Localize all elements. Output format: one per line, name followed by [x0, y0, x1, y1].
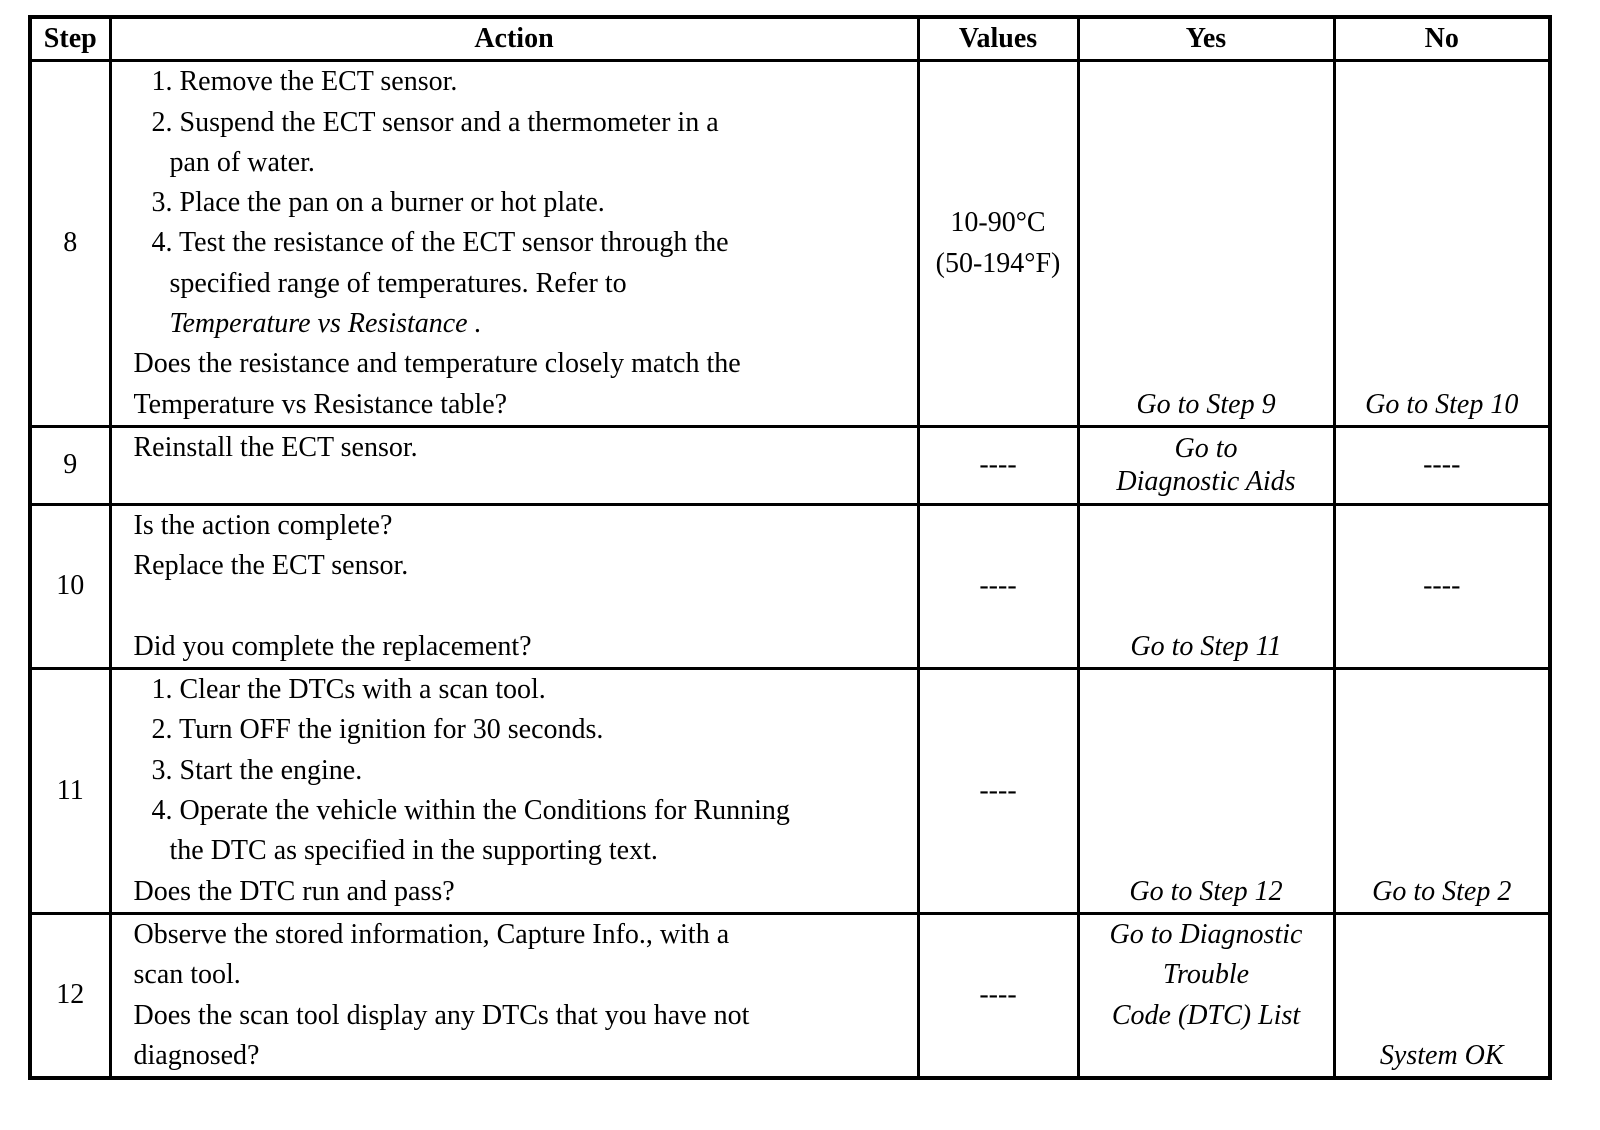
- value-line: ----: [979, 449, 1017, 481]
- step-number: 9: [30, 426, 110, 504]
- values-cell: [918, 913, 1078, 1078]
- action-line: Is the action complete?: [133, 509, 393, 541]
- yes-line: Code (DTC) List: [1111, 999, 1301, 1031]
- values-cell: [918, 504, 1078, 668]
- action-cell: [110, 504, 918, 668]
- yes-cell: Go to Step 12: [1078, 669, 1334, 914]
- action-line: 2. Suspend the ECT sensor and a thermometer in a: [151, 106, 719, 138]
- action-line: the DTC as specified in the supporting text.: [169, 835, 658, 867]
- yes-cell: [1078, 913, 1334, 1078]
- no-cell: ----: [1334, 504, 1550, 668]
- step-number: 11: [30, 669, 110, 914]
- header-yes: Yes: [1078, 17, 1334, 61]
- action-line: scan tool.: [133, 959, 241, 991]
- action-question: diagnosed?: [133, 1039, 260, 1071]
- action-line: Replace the ECT sensor.: [133, 550, 409, 582]
- table-row: [30, 669, 1550, 914]
- values-cell: [918, 669, 1078, 914]
- no-cell: ----: [1334, 426, 1550, 504]
- table-row: [30, 504, 1550, 668]
- action-line: Reinstall the ECT sensor.: [133, 431, 418, 463]
- header-row: [30, 17, 1550, 61]
- action-cell: [110, 426, 918, 504]
- action-cell: [110, 913, 918, 1078]
- action-line: 1. Clear the DTCs with a scan tool.: [151, 674, 546, 706]
- value-line: ----: [979, 570, 1017, 602]
- header-step: Step: [30, 17, 110, 61]
- header-no: No: [1334, 17, 1550, 61]
- yes-line: Go to: [1174, 433, 1238, 465]
- values-cell: [918, 426, 1078, 504]
- header-values: Values: [918, 17, 1078, 61]
- action-line: 4. Test the resistance of the ECT sensor through the: [151, 227, 729, 259]
- header-action: Action: [110, 17, 918, 61]
- table-row: [30, 913, 1550, 1078]
- action-line: 2. Turn OFF the ignition for 30 seconds.: [151, 714, 604, 746]
- yes-cell: Go to Step 9: [1078, 61, 1334, 427]
- step-number: 8: [30, 61, 110, 427]
- yes-cell: [1078, 426, 1334, 504]
- value-line: ----: [979, 979, 1017, 1011]
- action-line: pan of water.: [169, 146, 315, 178]
- yes-line: Go to Diagnostic: [1109, 918, 1303, 950]
- action-question: Does the scan tool display any DTCs that you have not: [133, 999, 750, 1031]
- action-question: Does the resistance and temperature closely match the: [133, 348, 741, 380]
- yes-line: Diagnostic Aids: [1116, 466, 1296, 498]
- no-cell: System OK: [1334, 913, 1550, 1078]
- no-cell: Go to Step 2: [1334, 669, 1550, 914]
- action-question: Did you complete the replacement?: [133, 630, 532, 662]
- action-line: 1. Remove the ECT sensor.: [151, 66, 458, 98]
- table-row: [30, 426, 1550, 504]
- action-line: specified range of temperatures. Refer to: [169, 267, 627, 299]
- action-spacer: [134, 587, 917, 627]
- values-cell: [918, 61, 1078, 427]
- yes-cell: Go to Step 11: [1078, 504, 1334, 668]
- action-cell: [110, 669, 918, 914]
- value-line: (50-194°F): [935, 247, 1061, 279]
- action-line: Observe the stored information, Capture Info., with a: [133, 918, 730, 950]
- action-cell: [110, 61, 918, 427]
- action-line: 3. Start the engine.: [151, 754, 363, 786]
- no-cell: Go to Step 10: [1334, 61, 1550, 427]
- table-row: [30, 61, 1550, 427]
- value-line: 10-90°C: [950, 207, 1046, 239]
- action-line: 3. Place the pan on a burner or hot plate.: [151, 187, 605, 219]
- action-line: 4. Operate the vehicle within the Conditions for Running: [151, 795, 790, 827]
- value-line: ----: [979, 774, 1017, 806]
- action-question: Temperature vs Resistance table?: [133, 388, 508, 420]
- action-question: Does the DTC run and pass?: [133, 875, 455, 907]
- action-line: Temperature vs Resistance .: [169, 308, 482, 340]
- yes-line: Trouble: [1162, 959, 1250, 991]
- step-number: 12: [30, 913, 110, 1078]
- diagnostic-table: [28, 15, 1552, 1080]
- step-number: 10: [30, 504, 110, 668]
